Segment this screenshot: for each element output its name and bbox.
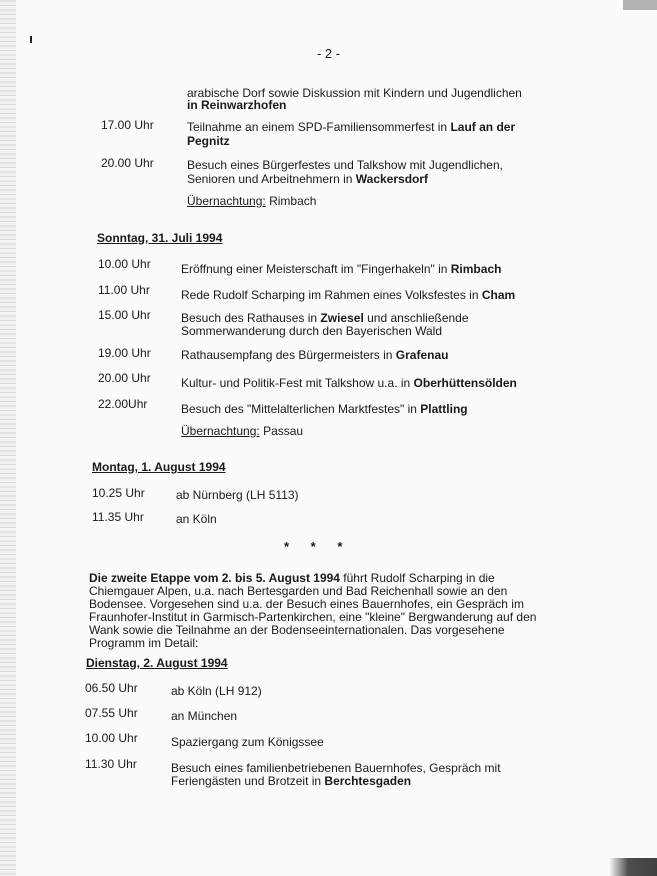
continuation-line-2: in Reinwarzhofen <box>187 98 287 112</box>
continuation-line-1: arabische Dorf sowie Diskussion mit Kindern und Jugendlichen <box>187 86 522 100</box>
intro-paragraph-line: Die zweite Etappe vom 2. bis 5. August 1994 führt Rudolf Scharping in die <box>89 571 495 585</box>
intro-paragraph-line: Chiemgauer Alpen, u.a. nach Bertesgarden und Bad Reichenhall sowie an den <box>89 584 508 598</box>
event-time: 22.00Uhr <box>98 397 148 411</box>
event-text: Kultur- und Politik-Fest mit Talkshow u.a. in Oberhüttensölden <box>181 376 517 390</box>
event-text: Rede Rudolf Scharping im Rahmen eines Volksfestes in Cham <box>181 288 516 302</box>
event-text: an München <box>171 709 238 723</box>
event-text: Besuch des "Mittelalterlichen Marktfestes" in Plattling <box>181 402 468 416</box>
event-time: 19.00 Uhr <box>98 346 151 360</box>
intro-paragraph-line: Wank sowie die Teilnahme an der Bodenseeinternationalen. Das vorgesehene <box>89 623 505 637</box>
scan-corner-top-right <box>623 0 657 10</box>
event-time: 10.00 Uhr <box>98 257 151 271</box>
event-text: Besuch eines familienbetriebenen Bauernhofes, Gespräch mit <box>171 761 501 775</box>
event-text: ab Köln (LH 912) <box>171 684 262 698</box>
margin-mark <box>30 36 32 43</box>
day-heading: Montag, 1. August 1994 <box>92 460 226 474</box>
event-time: 10.00 Uhr <box>85 731 138 745</box>
scan-edge-left <box>0 0 16 876</box>
page-number: - 2 - <box>316 46 341 61</box>
event-time: 11.30 Uhr <box>85 757 137 771</box>
event-time: 15.00 Uhr <box>98 308 151 322</box>
event-time: 20.00 Uhr <box>98 371 151 385</box>
scan-corner-bottom-right <box>609 858 657 876</box>
event-text: Spaziergang zum Königssee <box>171 735 324 749</box>
event-text: ab Nürnberg (LH 5113) <box>176 488 299 502</box>
event-time: 20.00 Uhr <box>101 156 154 170</box>
event-time: 11.35 Uhr <box>92 510 144 524</box>
overnight-stay: Übernachtung: Rimbach <box>187 194 317 208</box>
event-text: Besuch eines Bürgerfestes und Talkshow mit Jugendlichen, <box>187 158 503 172</box>
event-time: 17.00 Uhr <box>101 118 154 132</box>
event-text: Besuch des Rathauses in Zwiesel und anschließende <box>181 311 469 325</box>
event-text-line-2: Senioren und Arbeitnehmern in Wackersdorf <box>187 172 429 186</box>
section-separator: * * * <box>284 539 352 554</box>
event-time: 10.25 Uhr <box>92 486 145 500</box>
event-text: an Köln <box>176 512 217 526</box>
event-text: Eröffnung einer Meisterschaft im "Fingerhakeln" in Rimbach <box>181 262 502 276</box>
event-text: Teilnahme an einem SPD-Familiensommerfest in Lauf an der <box>187 120 516 134</box>
intro-paragraph-line: Bodensee. Vorgesehen sind u.a. der Besuch eines Bauernhofes, ein Gespräch im <box>89 597 524 611</box>
event-time: 06.50 Uhr <box>85 681 138 695</box>
event-text-line-2: Sommerwanderung durch den Bayerischen Wald <box>181 324 443 338</box>
event-time: 07.55 Uhr <box>85 706 138 720</box>
overnight-stay: Übernachtung: Passau <box>181 424 304 438</box>
event-text-line-2: Feriengästen und Brotzeit in Berchtesgaden <box>171 774 412 788</box>
event-text-line-2: Pegnitz <box>187 134 230 148</box>
day-heading: Dienstag, 2. August 1994 <box>86 656 228 670</box>
intro-paragraph-line: Fraunhofer-Institut in Garmisch-Partenkirchen, eine "kleine" Bergwanderung auf den <box>89 610 537 624</box>
event-text: Rathausempfang des Bürgermeisters in Grafenau <box>181 348 449 362</box>
event-time: 11.00 Uhr <box>98 283 150 297</box>
day-heading: Sonntag, 31. Juli 1994 <box>97 231 223 245</box>
intro-paragraph-line: Programm im Detail: <box>89 636 199 650</box>
